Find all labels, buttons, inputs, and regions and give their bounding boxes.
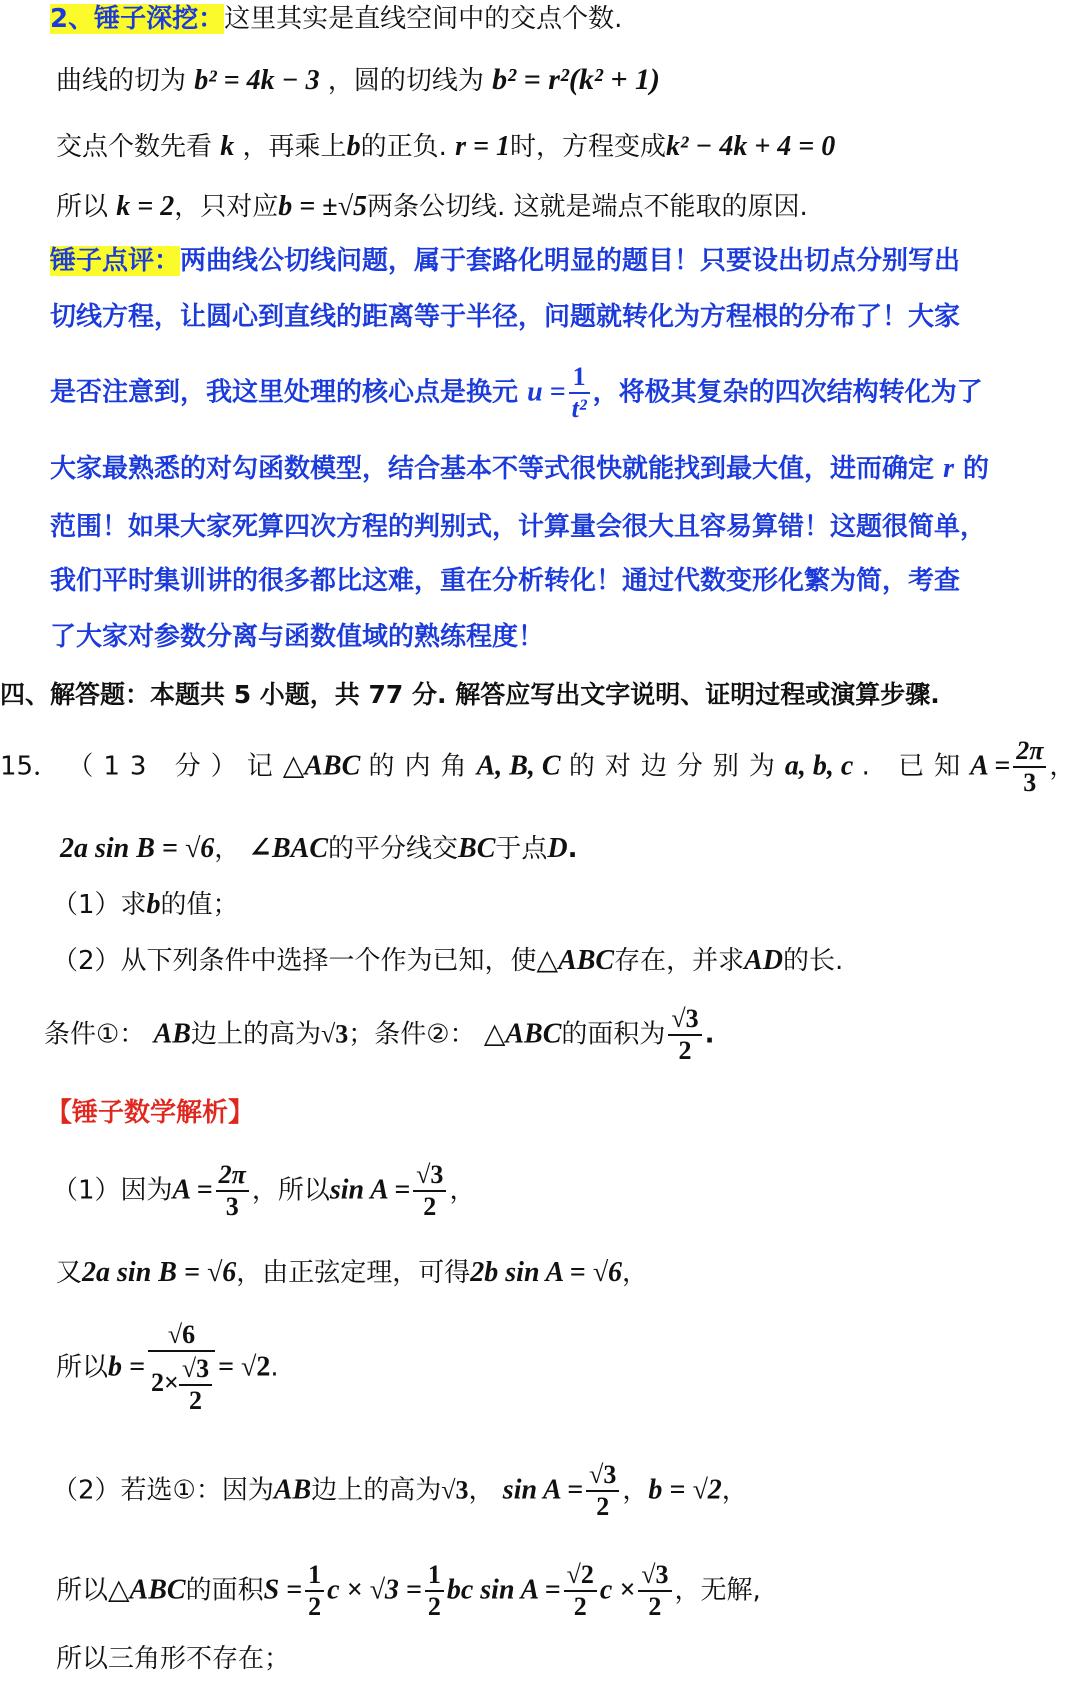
comment-text: 两曲线公切线问题，属于套路化明显的题目！只要设出切点分别写出 [180, 246, 961, 276]
segment-ab: AB [153, 1018, 191, 1050]
point-d: D [547, 833, 568, 864]
deep-dive-line [50, 4, 622, 35]
fraction-sqrt2-2 [564, 1560, 597, 1622]
denominator: 3 [1023, 767, 1037, 797]
text: ， [468, 1475, 495, 1506]
text: 所以 [56, 192, 109, 222]
text: ；条件②： [348, 1019, 476, 1050]
text: ， [721, 1475, 748, 1506]
segment-bc: BC [458, 833, 496, 864]
text: （1）求 [52, 890, 147, 920]
var-r: r [943, 453, 954, 484]
var-b: b [146, 889, 161, 920]
given-eq: 2a sin B = √6 [82, 1257, 237, 1288]
fraction-sqrt3-2 [413, 1160, 446, 1222]
area-s: S = [263, 1574, 303, 1606]
text: 又 [56, 1258, 83, 1288]
text: 的内角 [368, 751, 477, 782]
sqrt-3: √3 [441, 1475, 469, 1505]
text: 的值； [160, 890, 239, 920]
text: 边上的高为 [190, 1019, 321, 1050]
given-eq: 2a sin B = √6 [60, 833, 215, 864]
text: ，圆的切线为 [327, 66, 484, 96]
angle-bac: ∠BAC [248, 833, 329, 864]
question-number: 15． [0, 751, 60, 782]
numerator: √6 [148, 1320, 215, 1352]
triangle-abc: △ABC [483, 1018, 562, 1050]
circle-tangent-eq: b² = r²(k² + 1) [492, 63, 660, 96]
fraction-sqrt3-2 [586, 1460, 619, 1522]
triangle-abc: △ABC [282, 750, 361, 782]
b-eq: b = ±√5 [278, 191, 367, 222]
text: ， [1049, 751, 1076, 782]
denominator: 2 [188, 1385, 202, 1415]
denominator: 2 [678, 1035, 692, 1065]
comment-line-5: 范围！如果大家死算四次方程的判别式，计算量会很大且容易算错！这题很简单， [50, 512, 987, 542]
numerator: √3 [668, 1004, 701, 1036]
text: （13 分）记 [67, 751, 283, 782]
fraction-1-over-t2 [569, 362, 590, 424]
text: （2）从下列条件中选择一个作为已知，使 [52, 946, 537, 976]
fraction-sqrt3-2 [638, 1560, 671, 1622]
denominator-coef: 2× [150, 1367, 179, 1397]
sin-a-eq: sin A = [502, 1474, 584, 1506]
r-eq: r = 1 [455, 131, 510, 162]
denominator: 2 [427, 1591, 441, 1621]
b-eq: b = √2 [648, 1474, 722, 1506]
solution-tag: 【锤子数学解析】 [46, 1098, 255, 1128]
solution-step-6: 所以三角形不存在； [56, 1644, 291, 1674]
comment-text: 大家最熟悉的对勾函数模型，结合基本不等式很快就能找到最大值，进而确定 [50, 454, 935, 484]
denominator: 2 [308, 1591, 322, 1621]
expr: c × [599, 1574, 636, 1606]
text: 的平分线交 [328, 834, 459, 864]
text: ，所以 [251, 1175, 330, 1206]
comment-line-2: 切线方程，让圆心到直线的距离等于半径，问题就转化为方程根的分布了！大家 [50, 302, 961, 332]
text: 的对边分别为 [568, 751, 785, 782]
quadratic-eq: k² − 4k + 4 = 0 [665, 131, 836, 162]
solution-step-1 [52, 1160, 475, 1222]
denominator: 2 [423, 1191, 437, 1221]
text: 时，方程变成 [509, 132, 666, 162]
question-15-line-2 [60, 832, 578, 866]
text: ， [214, 834, 241, 864]
text: . [270, 1352, 279, 1383]
comment-text: 的 [963, 454, 990, 484]
b-eq: b = [108, 1351, 145, 1383]
numerator: √2 [564, 1560, 597, 1592]
text: 交点个数先看 [56, 132, 213, 162]
comment-text: ，将极其复杂的四次结构转化为了 [592, 377, 983, 408]
numerator: √3 [638, 1560, 671, 1592]
text: . [567, 834, 578, 864]
tangent-line-eqs [56, 62, 660, 98]
text: ， [449, 1175, 476, 1206]
numerator: 1 [569, 362, 590, 394]
numerator: √3 [413, 1160, 446, 1192]
angle-a-eq: A = [970, 750, 1011, 782]
text: 曲线的切为 [56, 66, 187, 96]
denominator: 2 [648, 1591, 662, 1621]
sides: a, b, c [784, 750, 854, 782]
expr: bc sin A = [446, 1574, 561, 1606]
text: 的正负. [360, 132, 447, 162]
var-u: u = [527, 376, 566, 408]
text: （2）若选①：因为 [52, 1475, 274, 1506]
numerator: 2π [216, 1160, 249, 1192]
text: ，只对应 [174, 192, 279, 222]
text: ，由正弦定理，可得 [236, 1258, 471, 1288]
sin-a-eq: sin A = [329, 1174, 411, 1206]
segment-ab: AB [273, 1474, 312, 1506]
text: ， [622, 1475, 649, 1506]
solution-step-4 [52, 1460, 748, 1522]
numerator: 2π [1013, 736, 1046, 768]
text: 两条公切线. 这就是端点不能取的原因. [366, 192, 808, 222]
intersection-count-line [56, 130, 835, 164]
question-15-conditions [44, 1004, 715, 1066]
segment-ad: AD [744, 945, 784, 976]
comment-tag: 锤子点评： [50, 246, 181, 276]
section-heading: 四、解答题：本题共 5 小题，共 77 分. 解答应写出文字说明、证明过程或演算步骤. [0, 680, 940, 709]
numerator: √3 [179, 1354, 212, 1386]
deep-dive-tag: 2、锤子深挖： [50, 4, 225, 34]
denominator: 2 [596, 1491, 610, 1521]
text: 存在，并求 [614, 946, 745, 976]
numerator: 1 [425, 1560, 444, 1592]
result: = √2 [218, 1351, 271, 1383]
text: 所以 [56, 1575, 109, 1606]
angle-a-eq: A = [172, 1174, 213, 1206]
text: 的面积 [185, 1575, 264, 1606]
fraction-sqrt3-2 [668, 1004, 701, 1066]
solution-step-2 [56, 1256, 648, 1290]
conclusion-line [56, 190, 808, 224]
numerator: 1 [305, 1560, 324, 1592]
comment-line-4 [50, 452, 989, 486]
text: （1）因为 [52, 1175, 173, 1206]
fraction-2pi-3 [216, 1160, 249, 1222]
denominator: t² [571, 393, 587, 423]
sqrt-3: √3 [320, 1019, 349, 1049]
expr: c × √3 = [327, 1574, 422, 1606]
question-15-part-1 [52, 888, 239, 922]
solution-step-3 [56, 1320, 279, 1416]
text: 于点 [495, 834, 548, 864]
text: . 已知 [861, 751, 971, 782]
fraction-sqrt3-2 [179, 1354, 212, 1416]
sine-law-eq: 2b sin A = √6 [470, 1257, 622, 1288]
deep-dive-text: 这里其实是直线空间中的交点个数. [224, 4, 623, 34]
fraction-2pi-3 [1013, 736, 1046, 798]
text: ， [621, 1258, 648, 1288]
solution-step-5 [56, 1560, 761, 1622]
denominator: 3 [225, 1191, 239, 1221]
angles: A, B, C [476, 750, 561, 782]
comment-line-7: 了大家对参数分离与函数值域的熟练程度！ [50, 622, 545, 652]
text: 的长. [783, 946, 844, 976]
triangle-abc: △ABC [108, 1574, 186, 1606]
fraction-1-2 [305, 1560, 324, 1622]
text: ，无解, [674, 1575, 761, 1606]
text: 条件①： [44, 1019, 146, 1050]
text: . [704, 1019, 715, 1050]
text: 的面积为 [561, 1019, 666, 1050]
comment-text: 是否注意到，我这里处理的核心点是换元 [50, 377, 519, 408]
var-k: k [220, 131, 235, 162]
denominator: 2 [573, 1591, 587, 1621]
question-15-part-2 [52, 944, 843, 978]
k-eq: k = 2 [116, 191, 175, 222]
comment-line-3 [50, 362, 983, 424]
comment-line-1 [50, 246, 960, 277]
text: 所以 [56, 1352, 109, 1383]
triangle-abc: △ABC [536, 945, 615, 976]
var-b: b [346, 131, 361, 162]
text: 边上的高为 [311, 1475, 442, 1506]
text: ，再乘上 [242, 132, 347, 162]
fraction-1-2 [425, 1560, 444, 1622]
numerator: √3 [586, 1460, 619, 1492]
comment-line-6: 我们平时集训讲的很多都比这难，重在分析转化！通过代数变形化繁为简，考查 [50, 566, 961, 596]
curve-tangent-eq: b² = 4k − 3 [194, 65, 320, 96]
fraction-b [148, 1320, 215, 1416]
question-15-line-1 [0, 736, 1075, 798]
